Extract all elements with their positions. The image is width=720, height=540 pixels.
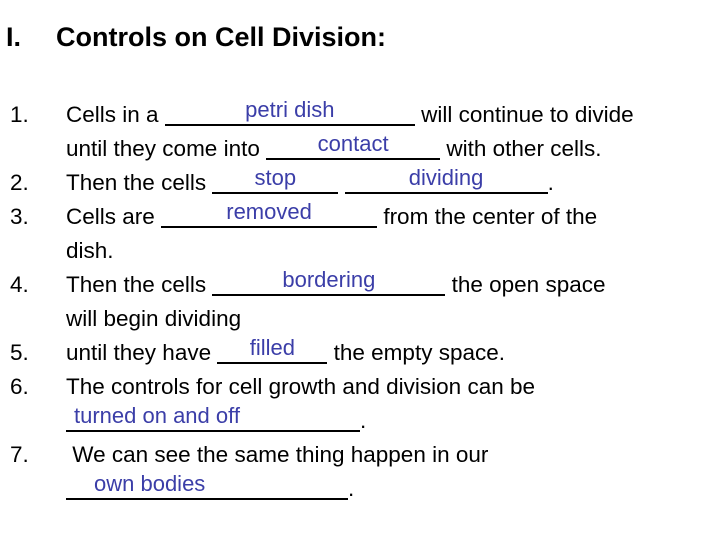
item-body <box>66 98 634 166</box>
item-text: We can see the same thing happen in our <box>72 442 489 467</box>
item-body <box>66 268 605 336</box>
item-text: Then the cells <box>66 170 207 195</box>
item-number: 5. <box>10 340 29 365</box>
item-text: The controls for cell growth and division can be <box>66 374 535 399</box>
item-text: the open space <box>451 272 606 297</box>
item-text: . <box>547 170 554 195</box>
item-text: until they have <box>66 340 212 365</box>
section-number: I. <box>6 22 22 52</box>
item-number: 2. <box>10 170 29 195</box>
answer-blank <box>212 268 445 296</box>
item-text: Cells are <box>66 204 155 229</box>
item-number: 6. <box>10 374 29 399</box>
item-number: 7. <box>10 442 29 467</box>
item-body <box>66 166 554 200</box>
item-number: 1. <box>10 102 29 127</box>
item-text: Cells in a <box>66 102 159 127</box>
item-body <box>66 438 488 506</box>
item-text: with other cells. <box>446 136 602 161</box>
page-title <box>6 22 386 53</box>
item-text: dish. <box>66 238 114 263</box>
item-number: 3. <box>10 204 29 229</box>
item-number: 4. <box>10 272 29 297</box>
item-text: Then the cells <box>66 272 207 297</box>
item-body <box>66 370 535 438</box>
item-text: the empty space. <box>333 340 505 365</box>
answer-blank <box>161 200 377 228</box>
answer-text: removed <box>226 199 312 224</box>
item-text: will continue to divide <box>421 102 634 127</box>
answer-text: turned on and off <box>74 403 240 428</box>
answer-text: bordering <box>282 267 376 292</box>
section-title: Controls on Cell Division: <box>56 22 387 52</box>
item-text: . <box>360 408 367 433</box>
answer-blank <box>212 166 338 194</box>
answer-blank <box>217 336 327 364</box>
answer-text: stop <box>254 165 297 190</box>
item-text: from the center of the <box>383 204 598 229</box>
answer-blank <box>66 404 360 432</box>
answer-text: dividing <box>408 165 484 190</box>
answer-text: petri dish <box>245 97 335 122</box>
answer-text: contact <box>317 131 389 156</box>
item-text: will begin dividing <box>66 306 242 331</box>
item-body <box>66 336 505 370</box>
answer-blank <box>165 98 415 126</box>
answer-text: filled <box>249 335 295 360</box>
item-body <box>66 200 597 268</box>
answer-blank <box>345 166 548 194</box>
answer-blank <box>266 132 440 160</box>
item-text: until they come into <box>66 136 260 161</box>
answer-text: own bodies <box>94 471 206 496</box>
item-text: . <box>348 476 355 501</box>
answer-blank <box>66 472 348 500</box>
